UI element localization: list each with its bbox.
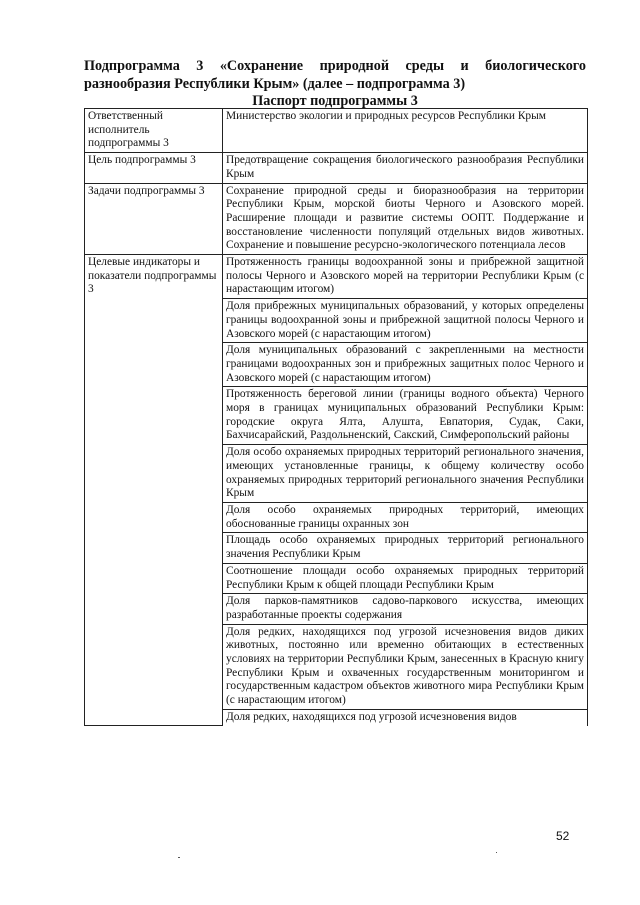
indicator-item: Доля прибрежных муниципальных образований, у которых определены границы водоохранной зоны и прибрежной защитной полосы Черного и Азовского морей (с нарастающим итогом) [223, 299, 588, 343]
indicator-item: Доля муниципальных образований с закрепленными на местности границами водоохранных зон и прибрежных защитных полос Черного и Азовского морей (с нарастающим итогом) [223, 343, 588, 387]
subprogram-heading [84, 57, 586, 93]
indicator-item: Доля особо охраняемых природных территорий регионального значения, имеющих установленные границы, к общему количеству особо охраняемых природных территорий регионального значения Республики Крым [223, 445, 588, 503]
passport-heading: Паспорт подпрограммы 3 [252, 93, 418, 109]
indicator-item: Площадь особо охраняемых природных территорий регионального значения Республики Крым [223, 533, 588, 563]
table-row [85, 153, 588, 183]
table-row [85, 109, 588, 153]
table-row [85, 183, 588, 255]
indicator-item: Доля особо охраняемых природных территорий, имеющих обоснованные границы охранных зон [223, 502, 588, 532]
responsible-value: Министерство экологии и природных ресурсов Республики Крым [223, 109, 588, 153]
responsible-label: Ответственный исполнитель подпрограммы 3 [85, 109, 223, 153]
indicator-item: Доля редких, находящихся под угрозой исчезновения видов диких животных, постоянно или временно обитающих в естественных условиях на территории Республики Крым, занесенных в Красную книгу Республики Крым и охваченных государственным мониторингом и государственным кадастром объектов животного мира Республики Крым (с нарастающим итогом) [223, 624, 588, 709]
table-row [85, 255, 588, 299]
indicator-item: Соотношение площади особо охраняемых природных территорий Республики Крым к общей площади Республики Крым [223, 563, 588, 593]
indicators-label: Целевые индикаторы и показатели подпрограммы 3 [85, 255, 223, 726]
tasks-value: Сохранение природной среды и биоразнообразия на территории Республики Крым, морской биоты Черного и Азовского морей. Расширение площади и развитие системы ООПТ. Поддержание и восстановление численности популяций отдельных видов животных. Сохранение и повышение ресурсно-экологического потенциала лесов [223, 183, 588, 255]
subprogram-heading-line-2: разнообразия Республики Крым» (далее – подпрограмма 3) [84, 76, 466, 92]
indicator-item: Протяженность береговой линии (границы водного объекта) Черного моря в границах муниципальных образований Республики Крым: городские округа Ялта, Алушта, Евпатория, Судак, Саки, Бахчисарайский, Раздольненский, Сакский, Симферопольский районы [223, 387, 588, 445]
scan-speck [496, 852, 497, 853]
indicator-item: Доля парков-памятников садово-паркового искусства, имеющих разработанные проекты содержания [223, 594, 588, 624]
indicator-item: Протяженность границы водоохранной зоны и прибрежной защитной полосы Черного и Азовского морей на территории Республики Крым (с нарастающим итогом) [223, 255, 588, 299]
goal-label: Цель подпрограммы 3 [85, 153, 223, 183]
passport-table [84, 108, 588, 726]
goal-value: Предотвращение сокращения биологического разнообразия Республики Крым [223, 153, 588, 183]
scan-speck [178, 857, 180, 858]
indicator-item: Доля редких, находящихся под угрозой исчезновения видов [223, 709, 588, 725]
subprogram-heading-line-1: Подпрограмма 3 «Сохранение природной среды и биологического [84, 58, 586, 74]
page-number: 52 [556, 829, 570, 843]
tasks-label: Задачи подпрограммы 3 [85, 183, 223, 255]
